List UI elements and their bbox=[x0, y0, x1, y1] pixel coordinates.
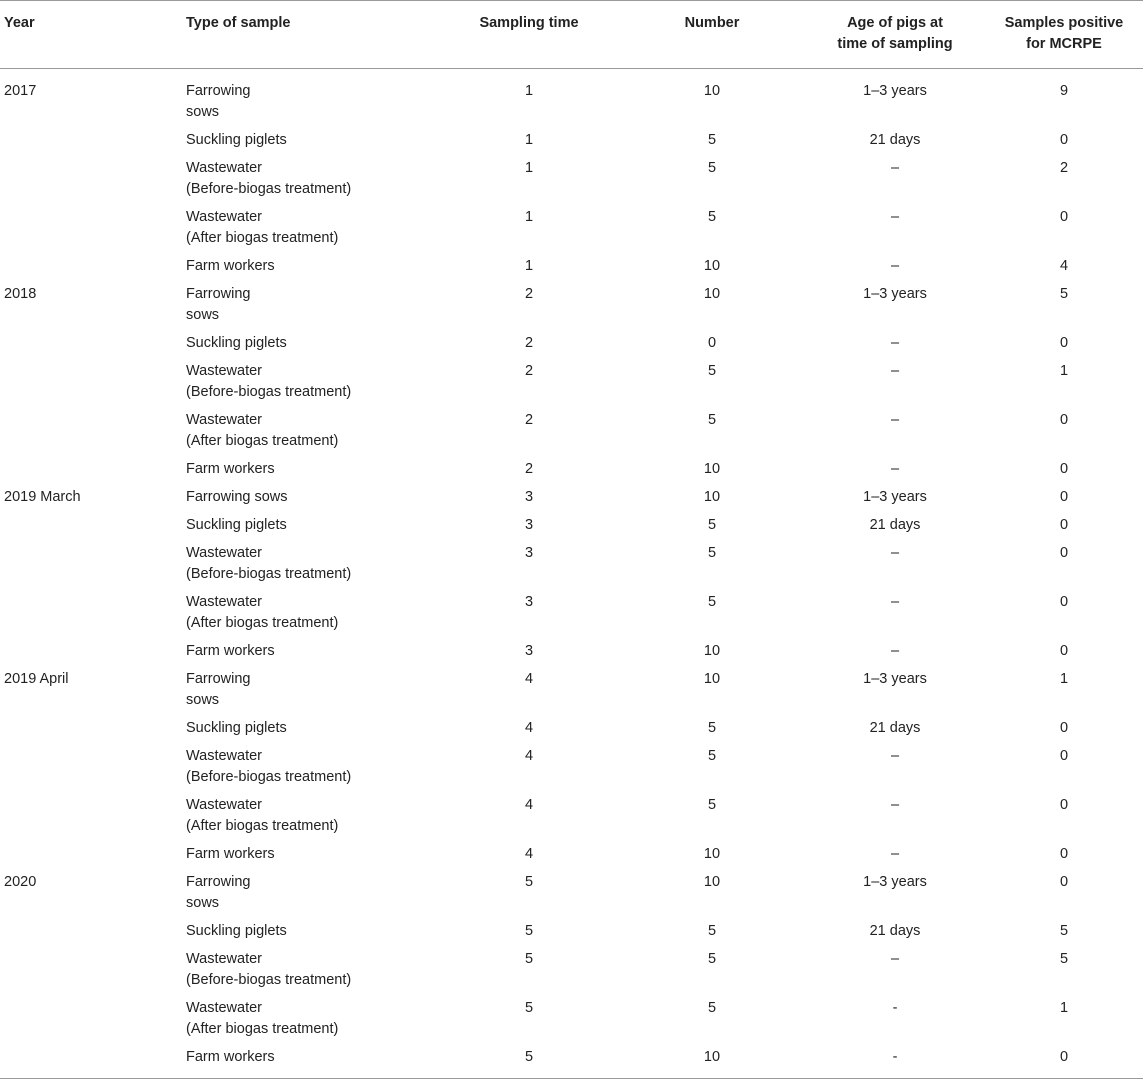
table-row bbox=[0, 666, 1143, 715]
cell-sampling-time: 3 bbox=[524, 489, 534, 505]
cell-sample-type: Wastewater (Before-biogas treatment) bbox=[186, 748, 352, 785]
cell-year: 2019 April bbox=[4, 671, 69, 687]
cell-number: 10 bbox=[703, 258, 721, 274]
cell-sampling-time: 1 bbox=[524, 132, 534, 148]
cell-sampling-time: 4 bbox=[524, 720, 534, 736]
cell-year: 2019 March bbox=[4, 489, 81, 505]
cell-positive: 1 bbox=[1059, 1000, 1069, 1016]
cell-number: 5 bbox=[707, 412, 717, 428]
cell-positive: 0 bbox=[1059, 209, 1069, 225]
cell-year bbox=[0, 512, 182, 540]
cell-age: 1–3 years bbox=[863, 489, 927, 505]
cell-sampling-time: 4 bbox=[524, 748, 534, 764]
cell-sample-type: Wastewater (After biogas treatment) bbox=[186, 594, 339, 631]
table-row bbox=[0, 456, 1143, 484]
cell-age: 1–3 years bbox=[863, 874, 927, 890]
cell-positive: 5 bbox=[1059, 951, 1069, 967]
cell-positive: 0 bbox=[1059, 594, 1069, 610]
table-row bbox=[0, 792, 1143, 841]
cell-year bbox=[0, 792, 182, 841]
cell-year bbox=[0, 995, 182, 1044]
cell-age: 21 days bbox=[869, 517, 921, 533]
table-row bbox=[0, 743, 1143, 792]
cell-age: – bbox=[890, 412, 900, 428]
cell-number: 5 bbox=[707, 594, 717, 610]
cell-sampling-time: 5 bbox=[524, 923, 534, 939]
table-row bbox=[0, 69, 1143, 128]
cell-sampling-time: 2 bbox=[524, 335, 534, 351]
header-number: Number bbox=[684, 15, 740, 31]
cell-sampling-time: 1 bbox=[524, 83, 534, 99]
cell-number: 5 bbox=[707, 951, 717, 967]
table-row bbox=[0, 204, 1143, 253]
cell-sample-type: Farrowing sows bbox=[186, 671, 251, 708]
cell-positive: 1 bbox=[1059, 671, 1069, 687]
cell-age: – bbox=[890, 160, 900, 176]
cell-positive: 0 bbox=[1059, 720, 1069, 736]
header-positive: Samples positive for MCRPE bbox=[1004, 15, 1124, 52]
cell-number: 10 bbox=[703, 286, 721, 302]
cell-positive: 0 bbox=[1059, 1049, 1069, 1065]
cell-sample-type: Wastewater (After biogas treatment) bbox=[186, 412, 339, 449]
table-row bbox=[0, 638, 1143, 666]
cell-year: 2017 bbox=[4, 83, 37, 99]
table-row bbox=[0, 589, 1143, 638]
cell-year bbox=[0, 540, 182, 589]
cell-year bbox=[0, 715, 182, 743]
cell-sampling-time: 1 bbox=[524, 209, 534, 225]
cell-sampling-time: 2 bbox=[524, 461, 534, 477]
cell-number: 10 bbox=[703, 83, 721, 99]
cell-number: 10 bbox=[703, 643, 721, 659]
cell-positive: 5 bbox=[1059, 286, 1069, 302]
cell-positive: 2 bbox=[1059, 160, 1069, 176]
cell-year bbox=[0, 155, 182, 204]
cell-sample-type: Farm workers bbox=[186, 846, 275, 862]
cell-number: 5 bbox=[707, 545, 717, 561]
cell-age: – bbox=[890, 545, 900, 561]
cell-number: 5 bbox=[707, 923, 717, 939]
cell-sampling-time: 2 bbox=[524, 412, 534, 428]
cell-sampling-time: 1 bbox=[524, 160, 534, 176]
cell-age: - bbox=[892, 1000, 898, 1016]
cell-number: 5 bbox=[707, 517, 717, 533]
cell-positive: 1 bbox=[1059, 363, 1069, 379]
cell-year bbox=[0, 456, 182, 484]
cell-sample-type: Farm workers bbox=[186, 643, 275, 659]
cell-age: – bbox=[890, 797, 900, 813]
cell-year bbox=[0, 407, 182, 456]
cell-age: – bbox=[890, 594, 900, 610]
cell-number: 5 bbox=[707, 797, 717, 813]
table-row bbox=[0, 512, 1143, 540]
cell-sampling-time: 5 bbox=[524, 951, 534, 967]
cell-positive: 0 bbox=[1059, 132, 1069, 148]
cell-number: 0 bbox=[707, 335, 717, 351]
cell-sampling-time: 3 bbox=[524, 643, 534, 659]
cell-age: 21 days bbox=[869, 923, 921, 939]
cell-sampling-time: 3 bbox=[524, 545, 534, 561]
table-row bbox=[0, 358, 1143, 407]
table-row bbox=[0, 330, 1143, 358]
cell-sampling-time: 4 bbox=[524, 846, 534, 862]
cell-sample-type: Farm workers bbox=[186, 1049, 275, 1065]
cell-sample-type: Wastewater (After biogas treatment) bbox=[186, 1000, 339, 1037]
cell-year: 2020 bbox=[4, 874, 37, 890]
cell-age: – bbox=[890, 461, 900, 477]
cell-sample-type: Farrowing sows bbox=[186, 286, 251, 323]
header-type: Type of sample bbox=[186, 15, 291, 31]
cell-positive: 0 bbox=[1059, 412, 1069, 428]
cell-positive: 5 bbox=[1059, 923, 1069, 939]
cell-year bbox=[0, 589, 182, 638]
cell-positive: 0 bbox=[1059, 461, 1069, 477]
cell-sample-type: Farm workers bbox=[186, 258, 275, 274]
cell-year bbox=[0, 743, 182, 792]
cell-age: – bbox=[890, 643, 900, 659]
cell-sampling-time: 5 bbox=[524, 1049, 534, 1065]
table-row bbox=[0, 995, 1143, 1044]
cell-year bbox=[0, 358, 182, 407]
cell-number: 10 bbox=[703, 671, 721, 687]
table-body bbox=[0, 69, 1143, 1079]
table-row bbox=[0, 869, 1143, 918]
cell-sampling-time: 5 bbox=[524, 874, 534, 890]
cell-age: 1–3 years bbox=[863, 83, 927, 99]
cell-number: 5 bbox=[707, 748, 717, 764]
cell-year bbox=[0, 841, 182, 869]
cell-age: – bbox=[890, 258, 900, 274]
cell-age: – bbox=[890, 335, 900, 351]
cell-number: 5 bbox=[707, 209, 717, 225]
cell-year bbox=[0, 253, 182, 281]
cell-age: – bbox=[890, 363, 900, 379]
table-row bbox=[0, 918, 1143, 946]
header-age: Age of pigs at time of sampling bbox=[837, 15, 953, 52]
table-row bbox=[0, 155, 1143, 204]
cell-positive: 0 bbox=[1059, 846, 1069, 862]
cell-year bbox=[0, 330, 182, 358]
cell-sampling-time: 3 bbox=[524, 517, 534, 533]
cell-sample-type: Farrowing sows bbox=[186, 489, 288, 505]
cell-number: 5 bbox=[707, 1000, 717, 1016]
cell-sample-type: Suckling piglets bbox=[186, 517, 287, 533]
cell-positive: 0 bbox=[1059, 545, 1069, 561]
header-sampling-time: Sampling time bbox=[479, 15, 579, 31]
cell-age: – bbox=[890, 951, 900, 967]
cell-number: 5 bbox=[707, 132, 717, 148]
table-row bbox=[0, 715, 1143, 743]
cell-positive: 0 bbox=[1059, 517, 1069, 533]
cell-sampling-time: 4 bbox=[524, 797, 534, 813]
table-row bbox=[0, 540, 1143, 589]
cell-sample-type: Farrowing sows bbox=[186, 83, 251, 120]
cell-sample-type: Suckling piglets bbox=[186, 923, 287, 939]
table-row bbox=[0, 281, 1143, 330]
cell-sample-type: Wastewater (Before-biogas treatment) bbox=[186, 951, 352, 988]
cell-age: 21 days bbox=[869, 132, 921, 148]
table-row bbox=[0, 1044, 1143, 1079]
cell-number: 5 bbox=[707, 720, 717, 736]
cell-age: 1–3 years bbox=[863, 286, 927, 302]
cell-year bbox=[0, 204, 182, 253]
cell-year: 2018 bbox=[4, 286, 37, 302]
cell-sample-type: Suckling piglets bbox=[186, 132, 287, 148]
cell-number: 10 bbox=[703, 1049, 721, 1065]
cell-positive: 0 bbox=[1059, 797, 1069, 813]
cell-sample-type: Suckling piglets bbox=[186, 720, 287, 736]
cell-year bbox=[0, 918, 182, 946]
cell-positive: 4 bbox=[1059, 258, 1069, 274]
cell-sampling-time: 2 bbox=[524, 363, 534, 379]
cell-age: – bbox=[890, 748, 900, 764]
cell-sampling-time: 5 bbox=[524, 1000, 534, 1016]
cell-year bbox=[0, 946, 182, 995]
cell-number: 10 bbox=[703, 461, 721, 477]
cell-sample-type: Wastewater (Before-biogas treatment) bbox=[186, 160, 352, 197]
cell-positive: 0 bbox=[1059, 643, 1069, 659]
cell-year bbox=[0, 1044, 182, 1079]
cell-number: 5 bbox=[707, 160, 717, 176]
table-row bbox=[0, 946, 1143, 995]
cell-year bbox=[0, 127, 182, 155]
cell-age: 21 days bbox=[869, 720, 921, 736]
cell-positive: 0 bbox=[1059, 489, 1069, 505]
cell-number: 5 bbox=[707, 363, 717, 379]
cell-sample-type: Wastewater (Before-biogas treatment) bbox=[186, 545, 352, 582]
cell-positive: 9 bbox=[1059, 83, 1069, 99]
header-row bbox=[0, 1, 1143, 69]
cell-sample-type: Suckling piglets bbox=[186, 335, 287, 351]
table-row bbox=[0, 841, 1143, 869]
table-row bbox=[0, 127, 1143, 155]
cell-sample-type: Farrowing sows bbox=[186, 874, 251, 911]
cell-age: - bbox=[892, 1049, 898, 1065]
cell-positive: 0 bbox=[1059, 748, 1069, 764]
cell-sampling-time: 3 bbox=[524, 594, 534, 610]
cell-sample-type: Wastewater (After biogas treatment) bbox=[186, 797, 339, 834]
cell-number: 10 bbox=[703, 846, 721, 862]
cell-age: 1–3 years bbox=[863, 671, 927, 687]
cell-positive: 0 bbox=[1059, 335, 1069, 351]
cell-positive: 0 bbox=[1059, 874, 1069, 890]
cell-year bbox=[0, 638, 182, 666]
table-row bbox=[0, 253, 1143, 281]
cell-sample-type: Wastewater (Before-biogas treatment) bbox=[186, 363, 352, 400]
cell-number: 10 bbox=[703, 874, 721, 890]
cell-sampling-time: 4 bbox=[524, 671, 534, 687]
cell-age: – bbox=[890, 209, 900, 225]
cell-sample-type: Wastewater (After biogas treatment) bbox=[186, 209, 339, 246]
cell-number: 10 bbox=[703, 489, 721, 505]
cell-sample-type: Farm workers bbox=[186, 461, 275, 477]
cell-age: – bbox=[890, 846, 900, 862]
table-row bbox=[0, 407, 1143, 456]
header-year: Year bbox=[4, 15, 35, 31]
cell-sampling-time: 2 bbox=[524, 286, 534, 302]
cell-sampling-time: 1 bbox=[524, 258, 534, 274]
table-row bbox=[0, 484, 1143, 512]
